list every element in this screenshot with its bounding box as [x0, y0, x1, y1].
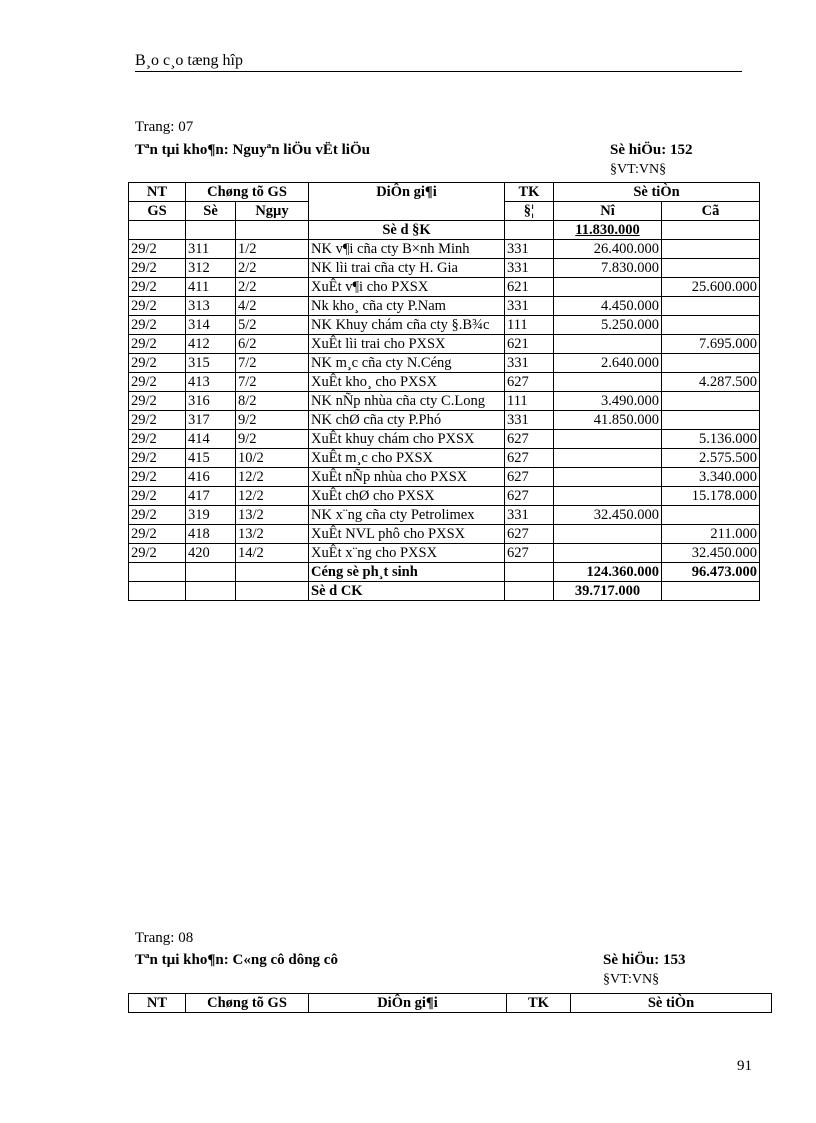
- account-title-152: Tªn tµi kho¶n: Nguyªn liÖu vËt liÖu: [135, 142, 370, 158]
- entry-date: 29/2: [129, 506, 186, 525]
- voucher-date: 2/2: [236, 259, 309, 278]
- ledger-row: [129, 430, 760, 449]
- ledger-table-153: [128, 993, 772, 1013]
- voucher-number: 411: [186, 278, 236, 297]
- header-so: Sè: [186, 202, 236, 221]
- header-ngay: Ngµy: [236, 202, 309, 221]
- entry-date: 29/2: [129, 544, 186, 563]
- entry-description: NK x¨ng cña cty Petrolimex: [309, 506, 505, 525]
- debit-amount: [554, 373, 662, 392]
- voucher-number: 415: [186, 449, 236, 468]
- currency-unit-2: §VT:VN§: [603, 972, 660, 987]
- entry-description: NK nÑp nhùa cña cty C.Long: [309, 392, 505, 411]
- voucher-date: 13/2: [236, 506, 309, 525]
- entry-date: 29/2: [129, 316, 186, 335]
- entry-description: XuÊt x¨ng cho PXSX: [309, 544, 505, 563]
- ledger-row: [129, 316, 760, 335]
- voucher-date: 7/2: [236, 373, 309, 392]
- header2-nt: NT: [129, 994, 186, 1013]
- header2-chung-tu: Chøng tõ GS: [186, 994, 309, 1013]
- credit-amount: 3.340.000: [662, 468, 760, 487]
- contra-account: 331: [505, 506, 554, 525]
- contra-account: 331: [505, 240, 554, 259]
- credit-amount: 15.178.000: [662, 487, 760, 506]
- header-rule: [135, 71, 742, 72]
- credit-amount: 25.600.000: [662, 278, 760, 297]
- page-label-07: Trang: 07: [135, 119, 194, 135]
- ledger-row: [129, 506, 760, 525]
- ledger-row: [129, 373, 760, 392]
- closing-balance-row: [129, 582, 760, 601]
- contra-account: 627: [505, 487, 554, 506]
- entry-date: 29/2: [129, 259, 186, 278]
- entry-description: XuÊt m¸c cho PXSX: [309, 449, 505, 468]
- voucher-number: 412: [186, 335, 236, 354]
- ledger-row: [129, 411, 760, 430]
- report-header-title: B¸o c¸o tæng hîp: [135, 52, 243, 69]
- contra-account: 111: [505, 392, 554, 411]
- header2-so-tien: Sè tiÒn: [571, 994, 772, 1013]
- entry-description: XuÊt NVL phô cho PXSX: [309, 525, 505, 544]
- ledger-row: [129, 354, 760, 373]
- debit-amount: 3.490.000: [554, 392, 662, 411]
- entry-description: XuÊt nÑp nhùa cho PXSX: [309, 468, 505, 487]
- voucher-date: 13/2: [236, 525, 309, 544]
- voucher-number: 420: [186, 544, 236, 563]
- contra-account: 627: [505, 430, 554, 449]
- voucher-date: 12/2: [236, 468, 309, 487]
- debit-amount: [554, 544, 662, 563]
- entry-date: 29/2: [129, 392, 186, 411]
- page-number: 91: [737, 1058, 752, 1074]
- ledger-row: [129, 278, 760, 297]
- entry-date: 29/2: [129, 297, 186, 316]
- voucher-number: 317: [186, 411, 236, 430]
- closing-balance-debit: 39.717.000: [554, 582, 662, 601]
- entry-description: NK lìi trai cña cty H. Gia: [309, 259, 505, 278]
- entry-date: 29/2: [129, 449, 186, 468]
- debit-amount: [554, 468, 662, 487]
- credit-amount: [662, 259, 760, 278]
- debit-amount: 41.850.000: [554, 411, 662, 430]
- debit-amount: [554, 487, 662, 506]
- entry-date: 29/2: [129, 373, 186, 392]
- entry-date: 29/2: [129, 335, 186, 354]
- debit-amount: [554, 278, 662, 297]
- debit-amount: [554, 525, 662, 544]
- entry-description: NK v¶i cña cty B×nh Minh: [309, 240, 505, 259]
- voucher-date: 1/2: [236, 240, 309, 259]
- contra-account: 621: [505, 278, 554, 297]
- credit-amount: [662, 506, 760, 525]
- header-tk-du: §¦: [505, 202, 554, 221]
- voucher-date: 9/2: [236, 411, 309, 430]
- contra-account: 627: [505, 373, 554, 392]
- credit-amount: 2.575.500: [662, 449, 760, 468]
- header-gs: GS: [129, 202, 186, 221]
- ledger-table-152: [128, 182, 760, 601]
- voucher-date: 2/2: [236, 278, 309, 297]
- credit-amount: 32.450.000: [662, 544, 760, 563]
- credit-amount: 5.136.000: [662, 430, 760, 449]
- account-code-153: Sè hiÖu: 153: [603, 952, 686, 968]
- header2-tk: TK: [507, 994, 571, 1013]
- voucher-number: 314: [186, 316, 236, 335]
- voucher-number: 416: [186, 468, 236, 487]
- voucher-number: 313: [186, 297, 236, 316]
- voucher-number: 316: [186, 392, 236, 411]
- entry-description: XuÊt chØ cho PXSX: [309, 487, 505, 506]
- credit-amount: [662, 316, 760, 335]
- ledger-row: [129, 259, 760, 278]
- entry-date: 29/2: [129, 278, 186, 297]
- credit-amount: [662, 240, 760, 259]
- entry-description: XuÊt khuy chám cho PXSX: [309, 430, 505, 449]
- closing-balance-label: Sè d CK: [309, 582, 505, 601]
- header-dien-giai: DiÔn gi¶i: [309, 183, 505, 221]
- debit-amount: 32.450.000: [554, 506, 662, 525]
- opening-balance-row: [129, 221, 760, 240]
- debit-amount: [554, 335, 662, 354]
- voucher-date: 9/2: [236, 430, 309, 449]
- entry-date: 29/2: [129, 354, 186, 373]
- voucher-number: 418: [186, 525, 236, 544]
- debit-amount: 26.400.000: [554, 240, 662, 259]
- opening-balance-debit: 11.830.000: [554, 221, 662, 240]
- contra-account: 331: [505, 411, 554, 430]
- entry-date: 29/2: [129, 411, 186, 430]
- voucher-date: 8/2: [236, 392, 309, 411]
- entry-date: 29/2: [129, 487, 186, 506]
- total-debit: 124.360.000: [554, 563, 662, 582]
- entry-date: 29/2: [129, 468, 186, 487]
- ledger-row: [129, 468, 760, 487]
- debit-amount: [554, 430, 662, 449]
- total-row: [129, 563, 760, 582]
- credit-amount: 7.695.000: [662, 335, 760, 354]
- header-co: Cã: [662, 202, 760, 221]
- voucher-number: 312: [186, 259, 236, 278]
- credit-amount: [662, 392, 760, 411]
- page-label-08: Trang: 08: [135, 930, 194, 946]
- header2-dien-giai: DiÔn gi¶i: [309, 994, 507, 1013]
- contra-account: 111: [505, 316, 554, 335]
- credit-amount: 4.287.500: [662, 373, 760, 392]
- voucher-number: 414: [186, 430, 236, 449]
- account-code-152: Sè hiÖu: 152: [610, 142, 693, 158]
- opening-balance-label: Sè d §K: [309, 221, 505, 240]
- voucher-date: 5/2: [236, 316, 309, 335]
- ledger-row: [129, 240, 760, 259]
- entry-description: XuÊt v¶i cho PXSX: [309, 278, 505, 297]
- ledger-row: [129, 449, 760, 468]
- debit-amount: 5.250.000: [554, 316, 662, 335]
- ledger-row: [129, 487, 760, 506]
- contra-account: 627: [505, 468, 554, 487]
- voucher-number: 417: [186, 487, 236, 506]
- header-no: Nî: [554, 202, 662, 221]
- credit-amount: [662, 411, 760, 430]
- contra-account: 627: [505, 525, 554, 544]
- ledger-row: [129, 335, 760, 354]
- voucher-number: 315: [186, 354, 236, 373]
- ledger-row: [129, 544, 760, 563]
- voucher-date: 14/2: [236, 544, 309, 563]
- account-title-153: Tªn tµi kho¶n: C«ng cô dông cô: [135, 952, 338, 968]
- contra-account: 331: [505, 297, 554, 316]
- header-so-tien: Sè tiÒn: [554, 183, 760, 202]
- entry-description: NK Khuy chám cña cty §.B¾c: [309, 316, 505, 335]
- contra-account: 627: [505, 544, 554, 563]
- voucher-date: 4/2: [236, 297, 309, 316]
- entry-date: 29/2: [129, 430, 186, 449]
- entry-description: Nk kho¸ cña cty P.Nam: [309, 297, 505, 316]
- debit-amount: 7.830.000: [554, 259, 662, 278]
- ledger-row: [129, 297, 760, 316]
- voucher-date: 7/2: [236, 354, 309, 373]
- debit-amount: 2.640.000: [554, 354, 662, 373]
- total-label: Céng sè ph¸t sinh: [309, 563, 505, 582]
- credit-amount: [662, 354, 760, 373]
- entry-description: NK m¸c cña cty N.Céng: [309, 354, 505, 373]
- entry-description: XuÊt lìi trai cho PXSX: [309, 335, 505, 354]
- entry-description: XuÊt kho¸ cho PXSX: [309, 373, 505, 392]
- credit-amount: 211.000: [662, 525, 760, 544]
- total-credit: 96.473.000: [662, 563, 760, 582]
- voucher-number: 413: [186, 373, 236, 392]
- voucher-date: 6/2: [236, 335, 309, 354]
- entry-date: 29/2: [129, 240, 186, 259]
- header-tk: TK: [505, 183, 554, 202]
- header-nt: NT: [129, 183, 186, 202]
- debit-amount: [554, 449, 662, 468]
- contra-account: 331: [505, 354, 554, 373]
- voucher-date: 10/2: [236, 449, 309, 468]
- ledger-row: [129, 392, 760, 411]
- ledger-row: [129, 525, 760, 544]
- voucher-number: 311: [186, 240, 236, 259]
- voucher-date: 12/2: [236, 487, 309, 506]
- currency-unit: §VT:VN§: [610, 162, 667, 177]
- entry-date: 29/2: [129, 525, 186, 544]
- entry-description: NK chØ cña cty P.Phó: [309, 411, 505, 430]
- header-chung-tu: Chøng tõ GS: [186, 183, 309, 202]
- contra-account: 627: [505, 449, 554, 468]
- credit-amount: [662, 297, 760, 316]
- contra-account: 331: [505, 259, 554, 278]
- voucher-number: 319: [186, 506, 236, 525]
- debit-amount: 4.450.000: [554, 297, 662, 316]
- contra-account: 621: [505, 335, 554, 354]
